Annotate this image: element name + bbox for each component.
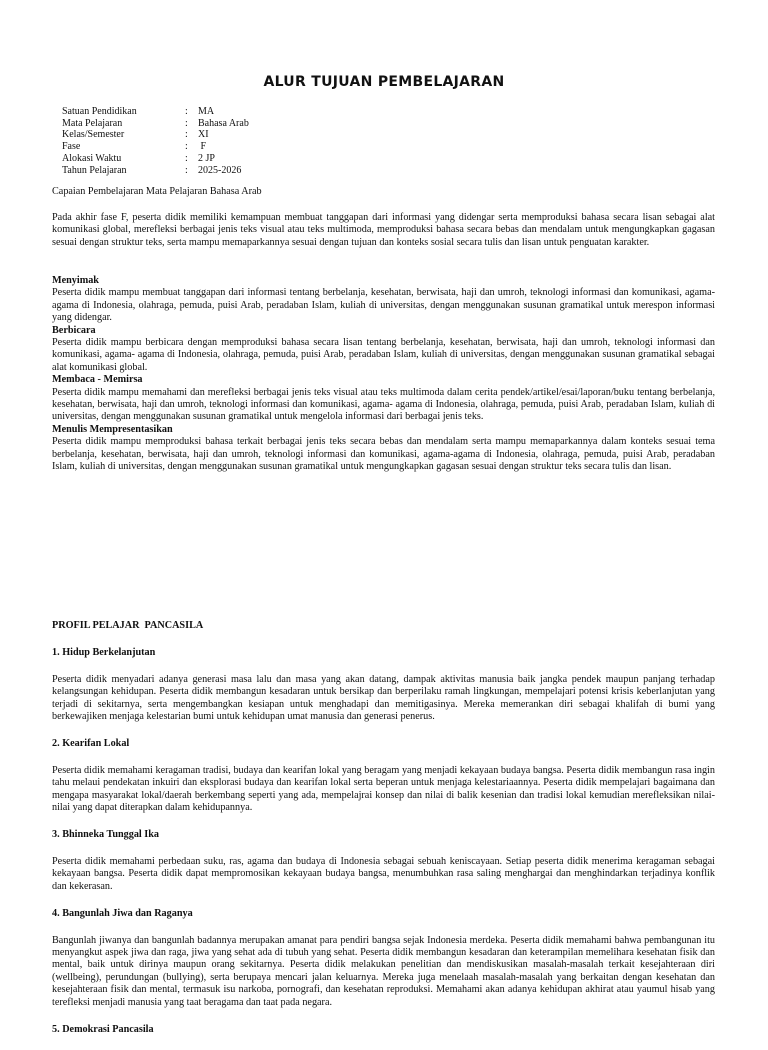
identity-separator: : bbox=[185, 117, 188, 129]
identity-value: MA bbox=[198, 106, 215, 117]
element-text-membaca-memirsa: Peserta didik mampu memahami dan merefleksi berbagai jenis teks visual atau teks multimoda dalam cerita pendek/artikel/esai/laporan/buku tentang berbelanja, kesehatan, berwisata, haji dan umroh, teknologi informasi dan komunikasi, agama- agama di Indonesia, olahraga, pemuda, puisi Arab, peradaban Islam, kuliah di universitas, dengan menggunakan susunan gramatikal untuk mengelola informasi dari berbagai jenis teks. bbox=[52, 386, 715, 423]
identity-separator: : bbox=[185, 106, 188, 117]
dimension-text: Peserta didik memahami perbedaan suku, ras, agama dan budaya di Indonesia sebagai sebuah keniscayaan. Setiap peserta didik menerima keragaman sebagai kekayaan bangsa. Peserta didik dapat mempromosikan kekayaan budaya bangsa, menumbuhkan rasa saling menghargai dan menghindarkan terjadinya konflik dan kekerasan. bbox=[52, 855, 715, 892]
dimension-heading: 4. Bangunlah Jiwa dan Raganya bbox=[52, 908, 193, 920]
identity-value: F bbox=[198, 141, 207, 153]
dimension-text: Bangunlah jiwanya dan bangunlah badannya merupakan amanat para pendiri bangsa sejak Indonesia merdeka. Peserta didik memahami bahwa pembangunan itu menyangkut aspek jiwa dan raga, jiwa yang sehat ada di tubuh yang sehat. Peserta didik membangun kesadaran dan keterampilan memelihara kesehatan fisik dan mental, baik untuk dirinya maupun orang sekitarnya. Peserta didik melakukan penelitian dan mendiskusikan masalah-masalah terkait kesejahteraan diri (wellbeing), perundungan (bullying), serta berupaya mencari jalan keluarnya. Mereka juga menelaah masalah-masalah yang berkaitan dengan kesehatan dan kesejahteraan fisik dan mental, termasuk isu narkoba, pornografi, dan kesehatan reproduksi. Memahami akan adanya kehidupan akhirat atau yaumul hisab yang terefleksi menjadi manusia yang taat beragama dan taat pada negara. bbox=[52, 934, 715, 1008]
dimension-heading: 5. Demokrasi Pancasila bbox=[52, 1023, 154, 1035]
dimension-heading: 3. Bhinneka Tunggal Ika bbox=[52, 829, 160, 841]
element-list bbox=[52, 275, 715, 474]
dimension-heading: 2. Kearifan Lokal bbox=[52, 738, 130, 750]
element-text-menulis: Peserta didik mampu memproduksi bahasa terkait berbagai jenis teks secara bebas dan mendalam serta mampu memaparkannya dalam konteks sesuai tema berbelanja, kesehatan, berwisata, haji dan umroh, teknologi informasi dan komunikasi, agama-agama di Indonesia, olahraga, pemuda, puisi Arab, peradaban Islam, kuliah di universitas, dengan menggunakan susunan gramatikal untuk mengungkapkan gagasan sesuai dengan struktur teks secara tulis dan lisan. bbox=[52, 436, 715, 473]
identity-row bbox=[62, 118, 249, 130]
dimension-text: Peserta didik menyadari adanya generasi masa lalu dan masa yang akan datang, dampak aktivitas manusia baik jangka pendek maupun panjang terhadap kelangsungan kehidupan. Peserta didik membangun kesadaran untuk bersikap dan berperilaku ramah lingkungan, mempelajari potensi krisis keberlanjutan yang terjadi di sekitarnya, serta mengembangkan kesiapan untuk menghadapi dan memitigasinya. Mereka memerankan diri sebagai khalifah di bumi yang berkewajiken menjaga kelestarian bumi untuk kehidupan umat manusia dan generasi penerus. bbox=[52, 673, 715, 723]
identity-key: Tahun Pelajaran bbox=[62, 164, 127, 176]
identity-key: Alokasi Waktu bbox=[62, 152, 122, 164]
identity-table bbox=[62, 106, 249, 176]
element-heading-membaca-memirsa: Membaca - Memirsa bbox=[52, 374, 143, 386]
identity-key: Fase bbox=[62, 141, 81, 153]
identity-separator: : bbox=[185, 129, 188, 141]
identity-separator: : bbox=[185, 152, 188, 164]
identity-value: 2 JP bbox=[198, 152, 215, 164]
identity-value: 2025-2026 bbox=[198, 164, 242, 176]
capaian-intro-paragraph: Pada akhir fase F, peserta didik memiliki kemampuan membuat tanggapan dari informasi yang didengar serta memproduksi bahasa secara lisan sebagai alat komunikasi global, merefleksi berbagai jenis teks visual atau teks multimoda, memproduksi bahasa secara bebas dan mendalam untuk mengungkapkan gagasan sesuai dengan struktur teks, serta mampu memaparkannya sesuai dengan tujuan dan konteks sosial secara tulis dan lisan untuk penguatan karakter. bbox=[52, 212, 715, 248]
identity-separator: : bbox=[185, 164, 188, 176]
identity-separator: : bbox=[185, 141, 188, 153]
identity-row bbox=[62, 129, 249, 141]
identity-row bbox=[62, 141, 249, 153]
document-title: ALUR TUJUAN PEMBELAJARAN bbox=[263, 74, 505, 90]
identity-row bbox=[62, 153, 249, 165]
identity-key: Satuan Pendidikan bbox=[62, 106, 137, 117]
element-heading-berbicara: Berbicara bbox=[52, 324, 96, 336]
element-text-berbicara: Peserta didik mampu berbicara dengan memproduksi bahasa secara lisan tentang berbelanja, kesehatan, berwisata, haji dan umroh, teknologi informasi dan komunikasi, agama- agama di Indonesia, olahraga, pemuda, puisi Arab, peradaban Islam, kuliah di universitas, dengan menggunakan susunan gramatikal sebagai alat komunikasi global. bbox=[52, 337, 715, 373]
identity-key: Mata Pelajaran bbox=[62, 117, 123, 129]
capaian-heading: Capaian Pembelajaran Mata Pelajaran Bahasa Arab bbox=[52, 186, 262, 197]
identity-value: XI bbox=[198, 129, 209, 141]
element-heading-menulis: Menulis Mempresentasikan bbox=[52, 423, 173, 435]
identity-row bbox=[62, 165, 249, 177]
dimension-heading: 1. Hidup Berkelanjutan bbox=[52, 647, 156, 659]
identity-value: Bahasa Arab bbox=[198, 117, 249, 129]
profil-section bbox=[52, 620, 715, 1050]
identity-row bbox=[62, 106, 249, 118]
identity-key: Kelas/Semester bbox=[62, 129, 125, 141]
profil-heading: PROFIL PELAJAR PANCASILA bbox=[52, 620, 204, 631]
element-text-menyimak: Peserta didik mampu membuat tanggapan dari informasi tentang berbelanja, kesehatan, berwisata, haji dan umroh, teknologi informasi dan komunikasi, agama-agama di Indonesia, olahraga, pemuda, puisi Arab, peradaban Islam, kuliah di universitas, dengan menggunakan susunan gramatikal untuk merespon informasi yang didengar. bbox=[52, 287, 715, 324]
dimension-text: Peserta didik memahami keragaman tradisi, budaya dan kearifan lokal yang beragam yang menjadi kekayaan budaya bangsa. Peserta didik membangun rasa ingin tahu melaui pendekatan inkuiri dan eksplorasi budaya dan kearifan lokal serta beperan untuk menjaga kelestariaannya. Peserta didik mempelajari bagaimana dan mengapa masyarakat lokal/daerah berkembang seperti yang ada, mempelajrai konsep dan nilai di balik kesenian dan tradisi lokal kemudian merefleksikan nilai-nilai yang dapat diterapkan dalam kehidupannya. bbox=[52, 764, 715, 814]
element-heading-menyimak: Menyimak bbox=[52, 275, 99, 286]
